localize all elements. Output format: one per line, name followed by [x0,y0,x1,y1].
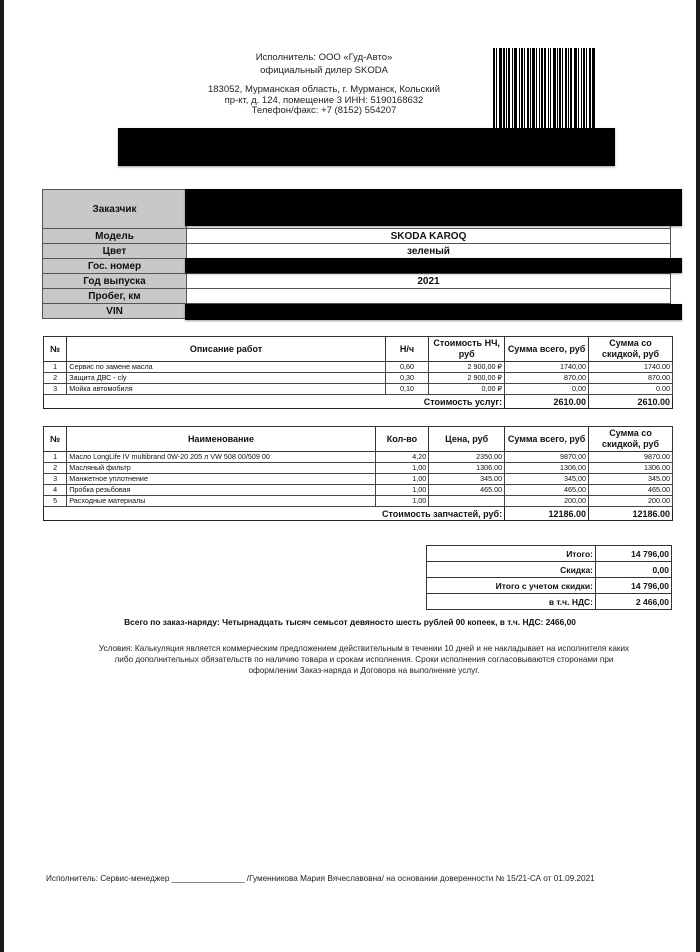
part-row [44,496,673,507]
parts-total-row [44,507,673,521]
service-total: 0,00 [505,384,589,395]
field-value: 2021 [187,274,671,289]
parts-table [43,426,673,521]
summary-value: 14 796,00 [596,578,672,594]
part-name: Пробка резьбовая [67,485,375,496]
services-total-row [44,395,673,409]
part-qty: 1,00 [375,463,429,474]
services-total-discounted: 2610.00 [589,395,673,409]
services-header-row [44,337,673,362]
part-total: 465,00 [505,485,589,496]
parts-total: 12186.00 [505,507,589,521]
service-description: Мойка автомобиля [67,384,386,395]
part-qty: 4,20 [375,452,429,463]
total-in-words: Всего по заказ-наряду: Четырнадцать тысяч семьсот девяносто шесть рублей 00 копеек, в т.ч. НДС: 2466,00 [124,617,576,627]
field-label: VIN [43,304,187,319]
summary-row [427,546,672,562]
col-header-discounted: Сумма со скидкой, руб [589,337,673,362]
part-no: 2 [44,463,67,474]
phone-line: Телефон/факс: +7 (8152) 554207 [251,105,397,116]
service-hours: 0,30 [385,373,428,384]
service-no: 2 [44,373,67,384]
field-label: Год выпуска [43,274,187,289]
service-rate: 0,00 ₽ [429,384,505,395]
dealer-line: официальный дилер SKODA [260,65,388,76]
part-discounted: 465.00 [589,485,673,496]
part-total: 200,00 [505,496,589,507]
part-price: 465.00 [429,485,505,496]
document-page [4,0,696,952]
part-price: 1306.00 [429,463,505,474]
parts-total-discounted: 12186.00 [589,507,673,521]
field-value: зеленый [187,244,671,259]
part-discounted: 200.00 [589,496,673,507]
part-name: Манжетное уплотнение [67,474,375,485]
service-row [44,373,673,384]
summary-value: 0,00 [596,562,672,578]
summary-row [427,578,672,594]
service-rate: 2 900,00 ₽ [429,362,505,373]
field-label: Цвет [43,244,187,259]
service-description: Сервис по замене масла [67,362,386,373]
summary-label: в т.ч. НДС: [427,594,596,610]
part-price: 345.00 [429,474,505,485]
summary-label: Скидка: [427,562,596,578]
barcode-bars [493,48,626,131]
part-total: 9870,00 [505,452,589,463]
part-price [429,496,505,507]
col-header-discounted: Сумма со скидкой, руб [589,427,673,452]
field-label: Заказчик [43,190,187,229]
part-row [44,452,673,463]
part-total: 1306,00 [505,463,589,474]
service-total: 870,00 [505,373,589,384]
service-discounted: 1740.00 [589,362,673,373]
col-header-name: Наименование [67,427,375,452]
part-row [44,463,673,474]
barcode-gap [595,48,596,131]
field-value [187,289,671,304]
part-no: 4 [44,485,67,496]
executor-name: Исполнитель: ООО «Гуд-Авто» [255,52,393,63]
services-total: 2610.00 [505,395,589,409]
part-no: 3 [44,474,67,485]
services-table [43,336,673,409]
service-description: Защита ДВС - cly [67,373,386,384]
summary-row [427,562,672,578]
address-line-2: пр-кт, д. 124, помещение 3 ИНН: 5190168632 [224,95,424,106]
part-no: 1 [44,452,67,463]
part-row [44,474,673,485]
summary-row [427,594,672,610]
redacted-vin [185,304,682,320]
part-discounted: 9870.00 [589,452,673,463]
col-header-price: Цена, руб [429,427,505,452]
service-rate: 2 900,00 ₽ [429,373,505,384]
barcode [493,48,626,130]
summary-label: Итого: [427,546,596,562]
part-row [44,485,673,496]
part-discounted: 345.00 [589,474,673,485]
terms-text [44,643,684,676]
vehicle-info-row [43,274,671,289]
part-name: Масляный фильтр [67,463,375,474]
service-row [44,384,673,395]
part-price: 2350.00 [429,452,505,463]
col-header-qty: Кол-во [375,427,429,452]
vehicle-info-row [43,289,671,304]
part-qty: 1,00 [375,485,429,496]
redacted-customer [185,189,682,226]
terms-line-2: либо дополнительных обязательств по наличию товара и срокам исполнения. Сроки исполнения согласовываются сторонами при [114,655,614,664]
terms-line-1: Условия: Калькуляция является коммерческим предложением действительным в течении 10 дней и не накладывает на исполнителя каких [98,644,630,653]
part-no: 5 [44,496,67,507]
part-name: Расходные материалы [67,496,375,507]
service-total: 1740,00 [505,362,589,373]
field-label: Модель [43,229,187,244]
terms-line-3: оформлении Заказ-наряда и Договора на выполнение услуг. [248,666,480,675]
field-label: Гос. номер [43,259,187,274]
address-line-1: 183052, Мурманская область, г. Мурманск, Кольский [207,84,441,95]
summary-value: 14 796,00 [596,546,672,562]
summary-table [426,545,672,610]
part-discounted: 1306.00 [589,463,673,474]
part-qty: 1,00 [375,474,429,485]
col-header-description: Описание работ [67,337,386,362]
service-discounted: 870.00 [589,373,673,384]
service-no: 3 [44,384,67,395]
redacted-block [118,128,615,166]
field-value: SKODA KAROQ [187,229,671,244]
service-row [44,362,673,373]
summary-label: Итого с учетом скидки: [427,578,596,594]
part-qty: 1,00 [375,496,429,507]
summary-value: 2 466,00 [596,594,672,610]
field-label: Пробег, км [43,289,187,304]
col-header-total: Сумма всего, руб [505,337,589,362]
part-total: 345,00 [505,474,589,485]
col-header-hours: Н/ч [385,337,428,362]
service-no: 1 [44,362,67,373]
redacted-plate-number [185,258,682,273]
service-hours: 0,10 [385,384,428,395]
col-header-no: № [44,427,67,452]
part-name: Масло LongLife IV multibrand 0W-20 205 л VW 508 00/509 00 [67,452,375,463]
signature-line: Исполнитель: Сервис-менеджер ________________ /Гуменникова Мария Вячеславовна/ на основании доверенности № 15/21-СА от 01.09.2021 [46,874,595,883]
parts-total-label: Стоимость запчастей, руб: [382,508,503,519]
vehicle-info-row [43,244,671,259]
services-total-label: Стоимость услуг: [423,396,503,407]
col-header-rate: Стоимость НЧ, руб [429,337,505,362]
vehicle-info-row [43,229,671,244]
service-discounted: 0.00 [589,384,673,395]
col-header-no: № [44,337,67,362]
col-header-total: Сумма всего, руб [505,427,589,452]
service-hours: 0,60 [385,362,428,373]
parts-header-row [44,427,673,452]
